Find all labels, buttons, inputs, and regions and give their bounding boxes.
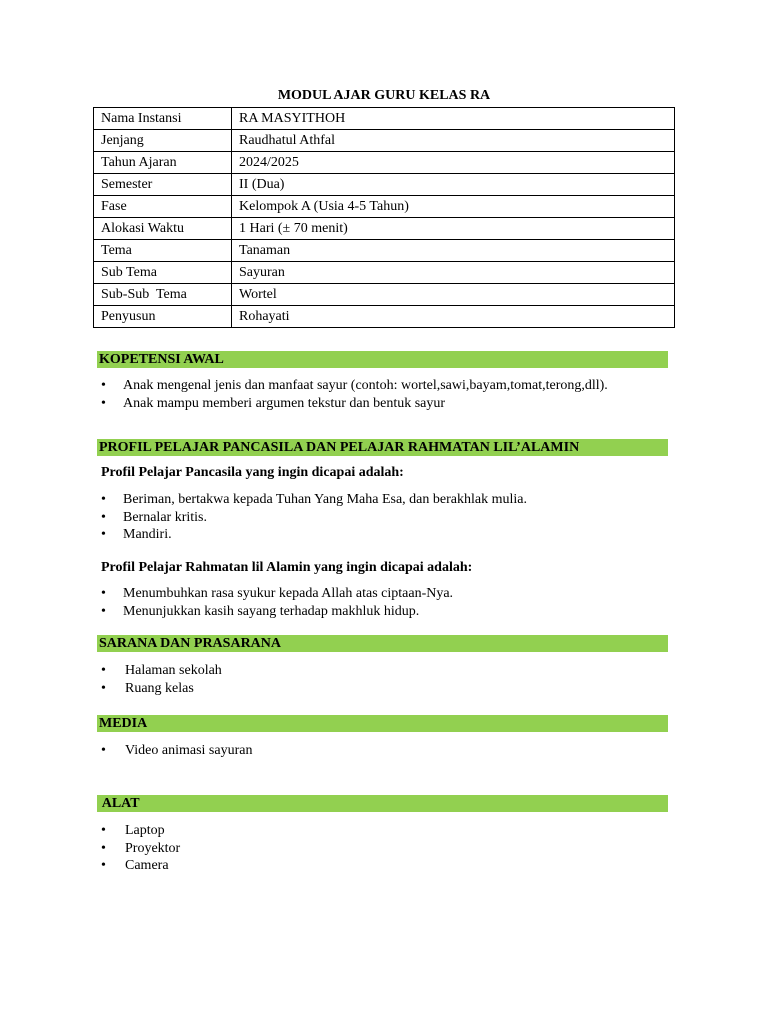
table-row bbox=[94, 174, 675, 196]
row-label: Fase bbox=[94, 196, 232, 218]
section-heading-kopetensi: KOPETENSI AWAL bbox=[97, 351, 668, 368]
bullet-icon: • bbox=[101, 603, 106, 619]
section-heading-media: MEDIA bbox=[97, 715, 668, 732]
row-value: Raudhatul Athfal bbox=[232, 130, 675, 152]
section-heading-sarana: SARANA DAN PRASARANA bbox=[97, 635, 668, 652]
row-label: Penyusun bbox=[94, 306, 232, 328]
row-label: Semester bbox=[94, 174, 232, 196]
info-table bbox=[93, 107, 675, 328]
row-value: Tanaman bbox=[232, 240, 675, 262]
row-label: Sub Tema bbox=[94, 262, 232, 284]
bullet-icon: • bbox=[101, 527, 106, 542]
row-label: Tahun Ajaran bbox=[94, 152, 232, 174]
row-value: 2024/2025 bbox=[232, 152, 675, 174]
bullet-icon: • bbox=[101, 823, 106, 838]
table-row bbox=[94, 130, 675, 152]
row-value: Wortel bbox=[232, 284, 675, 306]
table-row bbox=[94, 152, 675, 174]
bullet-icon: • bbox=[101, 509, 106, 525]
row-label: Tema bbox=[94, 240, 232, 262]
table-row bbox=[94, 218, 675, 240]
bullet-icon: • bbox=[101, 586, 106, 601]
pancasila-subheading: Profil Pelajar Pancasila yang ingin dicapai adalah: bbox=[101, 465, 404, 480]
table-row bbox=[94, 262, 675, 284]
bullet-icon: • bbox=[101, 743, 106, 758]
bullet-icon: • bbox=[101, 492, 106, 507]
row-label: Nama Instansi bbox=[94, 108, 232, 130]
table-row bbox=[94, 306, 675, 328]
table-row bbox=[94, 284, 675, 306]
bullet-icon: • bbox=[101, 663, 106, 678]
row-label: Sub-Sub Tema bbox=[94, 284, 232, 306]
row-value: 1 Hari (± 70 menit) bbox=[232, 218, 675, 240]
document-title: MODUL AJAR GURU KELAS RA bbox=[277, 88, 491, 103]
row-value: Kelompok A (Usia 4-5 Tahun) bbox=[232, 196, 675, 218]
table-row bbox=[94, 196, 675, 218]
row-value: RA MASYITHOH bbox=[232, 108, 675, 130]
bullet-icon: • bbox=[101, 378, 106, 393]
section-heading-alat: ALAT bbox=[97, 795, 668, 812]
row-value: Rohayati bbox=[232, 306, 675, 328]
table-row bbox=[94, 108, 675, 130]
bullet-icon: • bbox=[101, 858, 106, 873]
row-value: II (Dua) bbox=[232, 174, 675, 196]
rahmatan-subheading: Profil Pelajar Rahmatan lil Alamin yang ingin dicapai adalah: bbox=[101, 560, 473, 575]
row-value: Sayuran bbox=[232, 262, 675, 284]
bullet-icon: • bbox=[101, 680, 106, 696]
row-label: Alokasi Waktu bbox=[94, 218, 232, 240]
bullet-icon: • bbox=[101, 840, 106, 856]
table-row bbox=[94, 240, 675, 262]
section-heading-profil: PROFIL PELAJAR PANCASILA DAN PELAJAR RAHMATAN LIL’ALAMIN bbox=[97, 439, 668, 456]
bullet-icon: • bbox=[101, 395, 106, 411]
row-label: Jenjang bbox=[94, 130, 232, 152]
